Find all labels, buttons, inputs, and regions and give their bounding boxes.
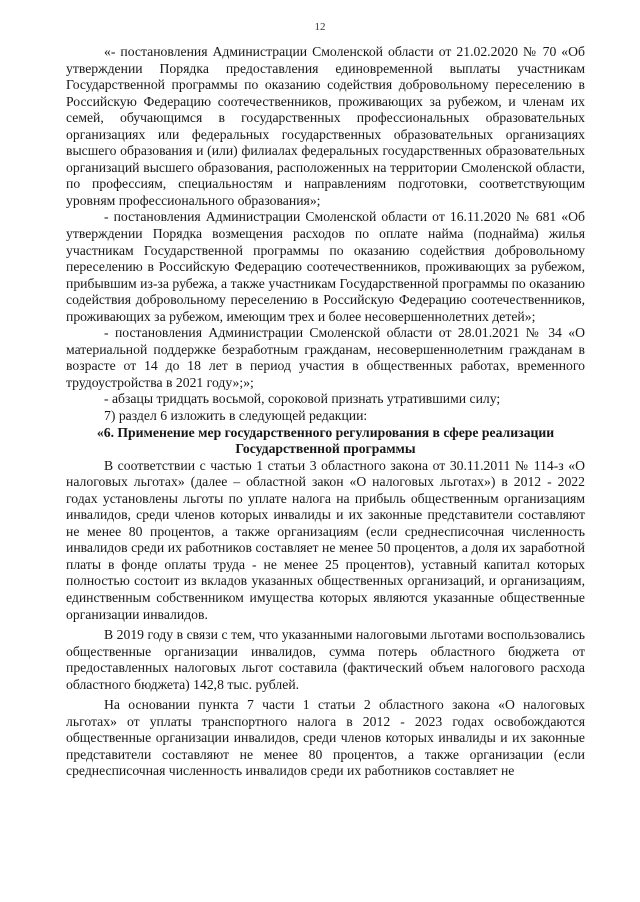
paragraph-resolution-70: «- постановления Администрации Смоленской области от 21.02.2020 № 70 «Об утверждении Порядка предоставления единовременной выплаты участникам Государственной программы по оказанию содействия добровольному переселению в Российскую Федерацию соотечественников, проживающих за рубежом, и членам их семей, обучающимся в государственных профессиональных образовательных организациях или федеральных государственных образовательных организациях высшего образования и (или) филиалах федеральных государственных образовательных организаций высшего образования, расположенных на территории Смоленской области, по профессиям, специальностям и направлениям подготовки, соответствующим уровням профессионального образования»; [66, 44, 585, 208]
paragraph-transport-tax: На основании пункта 7 части 1 статьи 2 областного закона «О налоговых льготах» от уплаты транспортного налога в 2012 - 2023 годах освобождаются общественные организации инвалидов, среди членов которых инвалиды и их законные представители составляют не менее 80 процентов, а также организации (если среднесписочная численность инвалидов среди их работников составляет не [66, 697, 585, 779]
paragraph-invalidate-clauses: - абзацы тридцать восьмой, сороковой признать утратившими силу; [104, 391, 501, 407]
page-number: 12 [314, 21, 326, 33]
paragraph-profit-tax-benefits: В соответствии с частью 1 статьи 3 областного закона от 30.11.2011 № 114-з «О налоговых льготах» (далее – областной закон «О налоговых льготах») в 2012 - 2022 годах установлены льготы по уплате налога на прибыль общественным организациям инвалидов, среди членов которых инвалиды и их законные представители составляют не менее 80 процентов, а также организациям (если среднесписочная численность инвалидов среди их работников составляет не менее 50 процентов, а доля их заработной платы в фонде оплаты труда - не менее 25 процентов), уставный капитал которых полностью состоит из вкладов указанных общественных организаций, и организациям, единственным собственником имущества которых являются указанные общественные организации инвалидов. [66, 457, 585, 622]
paragraph-resolution-681: - постановления Администрации Смоленской области от 16.11.2020 № 681 «Об утверждении Порядка возмещения расходов по оплате найма (поднайма) жилья участникам Государственной программы по оказанию содействия добровольному переселению в Российскую Федерацию соотечественников, проживающих за рубежом, прибывшим из-за рубежа, а также участникам Государственной программы по оказанию содействия добровольному переселению в Российскую Федерацию соотечественников, проживающих за рубежом, имеющим трех и более несовершеннолетних детей»; [66, 209, 585, 324]
paragraph-2019-losses: В 2019 году в связи с тем, что указанными налоговыми льготами воспользовались общественные организации инвалидов, сумма потерь областного бюджета от предоставленных налоговых льгот составила (фактический объем налогового расхода областного бюджета) 142,8 тыс. рублей. [66, 627, 585, 692]
paragraph-resolution-34: - постановления Администрации Смоленской области от 28.01.2021 № 34 «О материальной поддержке безработным гражданам, несовершеннолетним гражданам в возрасте от 14 до 18 лет в период участия в общественных работах, временного трудоустройства в 2021 году»;»; [66, 325, 585, 390]
paragraph-section-6-intro: 7) раздел 6 изложить в следующей редакции: [104, 408, 368, 424]
document-body [66, 44, 585, 780]
section-heading: «6. Применение мер государственного регулирования в сфере реализации Государственной программы [96, 424, 555, 457]
